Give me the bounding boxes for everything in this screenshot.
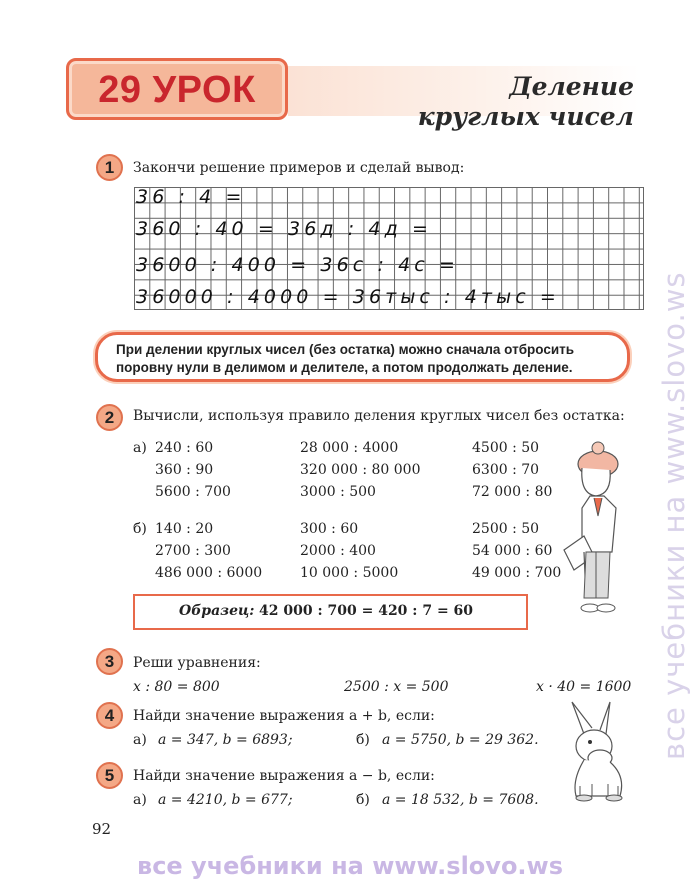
side-watermark: все учебники на www.slovo.ws: [657, 271, 691, 760]
exercise: 140 : 20: [155, 521, 214, 537]
task-5-text: Найди значение выражения a − b, если:: [133, 768, 435, 784]
lesson-badge: [66, 58, 288, 120]
equation: x : 80 = 800: [133, 679, 220, 695]
exercise: 360 : 90: [155, 462, 214, 478]
equation: 2500 : x = 500: [344, 679, 449, 695]
task-4-text: Найди значение выражения a + b, если:: [133, 708, 435, 724]
donkey-illustration: [562, 700, 634, 804]
exercise: 320 000 : 80 000: [300, 462, 421, 478]
exercise: 28 000 : 4000: [300, 440, 399, 456]
task-5-part-a: a = 4210, b = 677;: [158, 792, 293, 808]
sample-label: Образец:: [179, 603, 255, 619]
task-5-part-a-label: а): [133, 792, 147, 808]
title-line-2: круглых чисел: [417, 102, 634, 131]
rule-box: [95, 332, 630, 382]
grid-row-3: 3600 : 400 = 36с : 4с =: [136, 254, 459, 276]
part-b-label: б): [133, 521, 147, 537]
exercise: 49 000 : 700: [472, 565, 562, 581]
exercise: 2500 : 50: [472, 521, 540, 537]
equation: x · 40 = 1600: [536, 679, 632, 695]
exercise: 10 000 : 5000: [300, 565, 399, 581]
grid-row-1: 36 : 4 =: [136, 186, 246, 208]
sample-box: [133, 594, 528, 630]
task-4-part-a: a = 347, b = 6893;: [158, 732, 293, 748]
task-5-number: 5: [96, 762, 123, 789]
grid-row-2: 360 : 40 = 36д : 4д =: [136, 218, 432, 240]
task-2-number: 2: [96, 404, 123, 431]
task-1-number: 1: [96, 154, 123, 181]
task-4-number: 4: [96, 702, 123, 729]
task-4-part-b: a = 5750, b = 29 362.: [382, 732, 539, 748]
exercise: 300 : 60: [300, 521, 359, 537]
task-3-text: Реши уравнения:: [133, 655, 261, 671]
bottom-watermark: все учебники на www.slovo.ws: [137, 852, 563, 880]
rule-text: При делении круглых чисел (без остатка) можно сначала отбросить поровну нули в делимом и делителе, а потом продолжать деление.: [116, 342, 575, 375]
task-2-text: Вычисли, используя правило деления круглых чисел без остатка:: [133, 408, 625, 424]
exercise: 2700 : 300: [155, 543, 231, 559]
exercise: 72 000 : 80: [472, 484, 553, 500]
task-5-part-b: a = 18 532, b = 7608.: [382, 792, 539, 808]
exercise: 240 : 60: [155, 440, 214, 456]
task-3-number: 3: [96, 648, 123, 675]
lesson-number: 29 УРОК: [98, 69, 256, 111]
exercise: 3000 : 500: [300, 484, 376, 500]
exercise: 486 000 : 6000: [155, 565, 263, 581]
exercise: 6300 : 70: [472, 462, 540, 478]
exercise: 2000 : 400: [300, 543, 376, 559]
exercise: 4500 : 50: [472, 440, 540, 456]
sample-expression: 42 000 : 700 = 420 : 7 = 60: [259, 603, 474, 619]
exercise: 5600 : 700: [155, 484, 231, 500]
lesson-title: [418, 72, 634, 132]
task-4-part-b-label: б): [356, 732, 370, 748]
grid-row-4: 36000 : 4000 = 36тыс : 4тыс =: [136, 286, 560, 308]
part-a-label: а): [133, 440, 147, 456]
task-5-part-b-label: б): [356, 792, 370, 808]
boy-illustration: [560, 432, 640, 622]
task-1-text: Закончи решение примеров и сделай вывод:: [133, 160, 465, 176]
page-number: 92: [92, 820, 112, 838]
title-line-1: Деление: [509, 72, 634, 101]
exercise: 54 000 : 60: [472, 543, 553, 559]
task-4-part-a-label: а): [133, 732, 147, 748]
